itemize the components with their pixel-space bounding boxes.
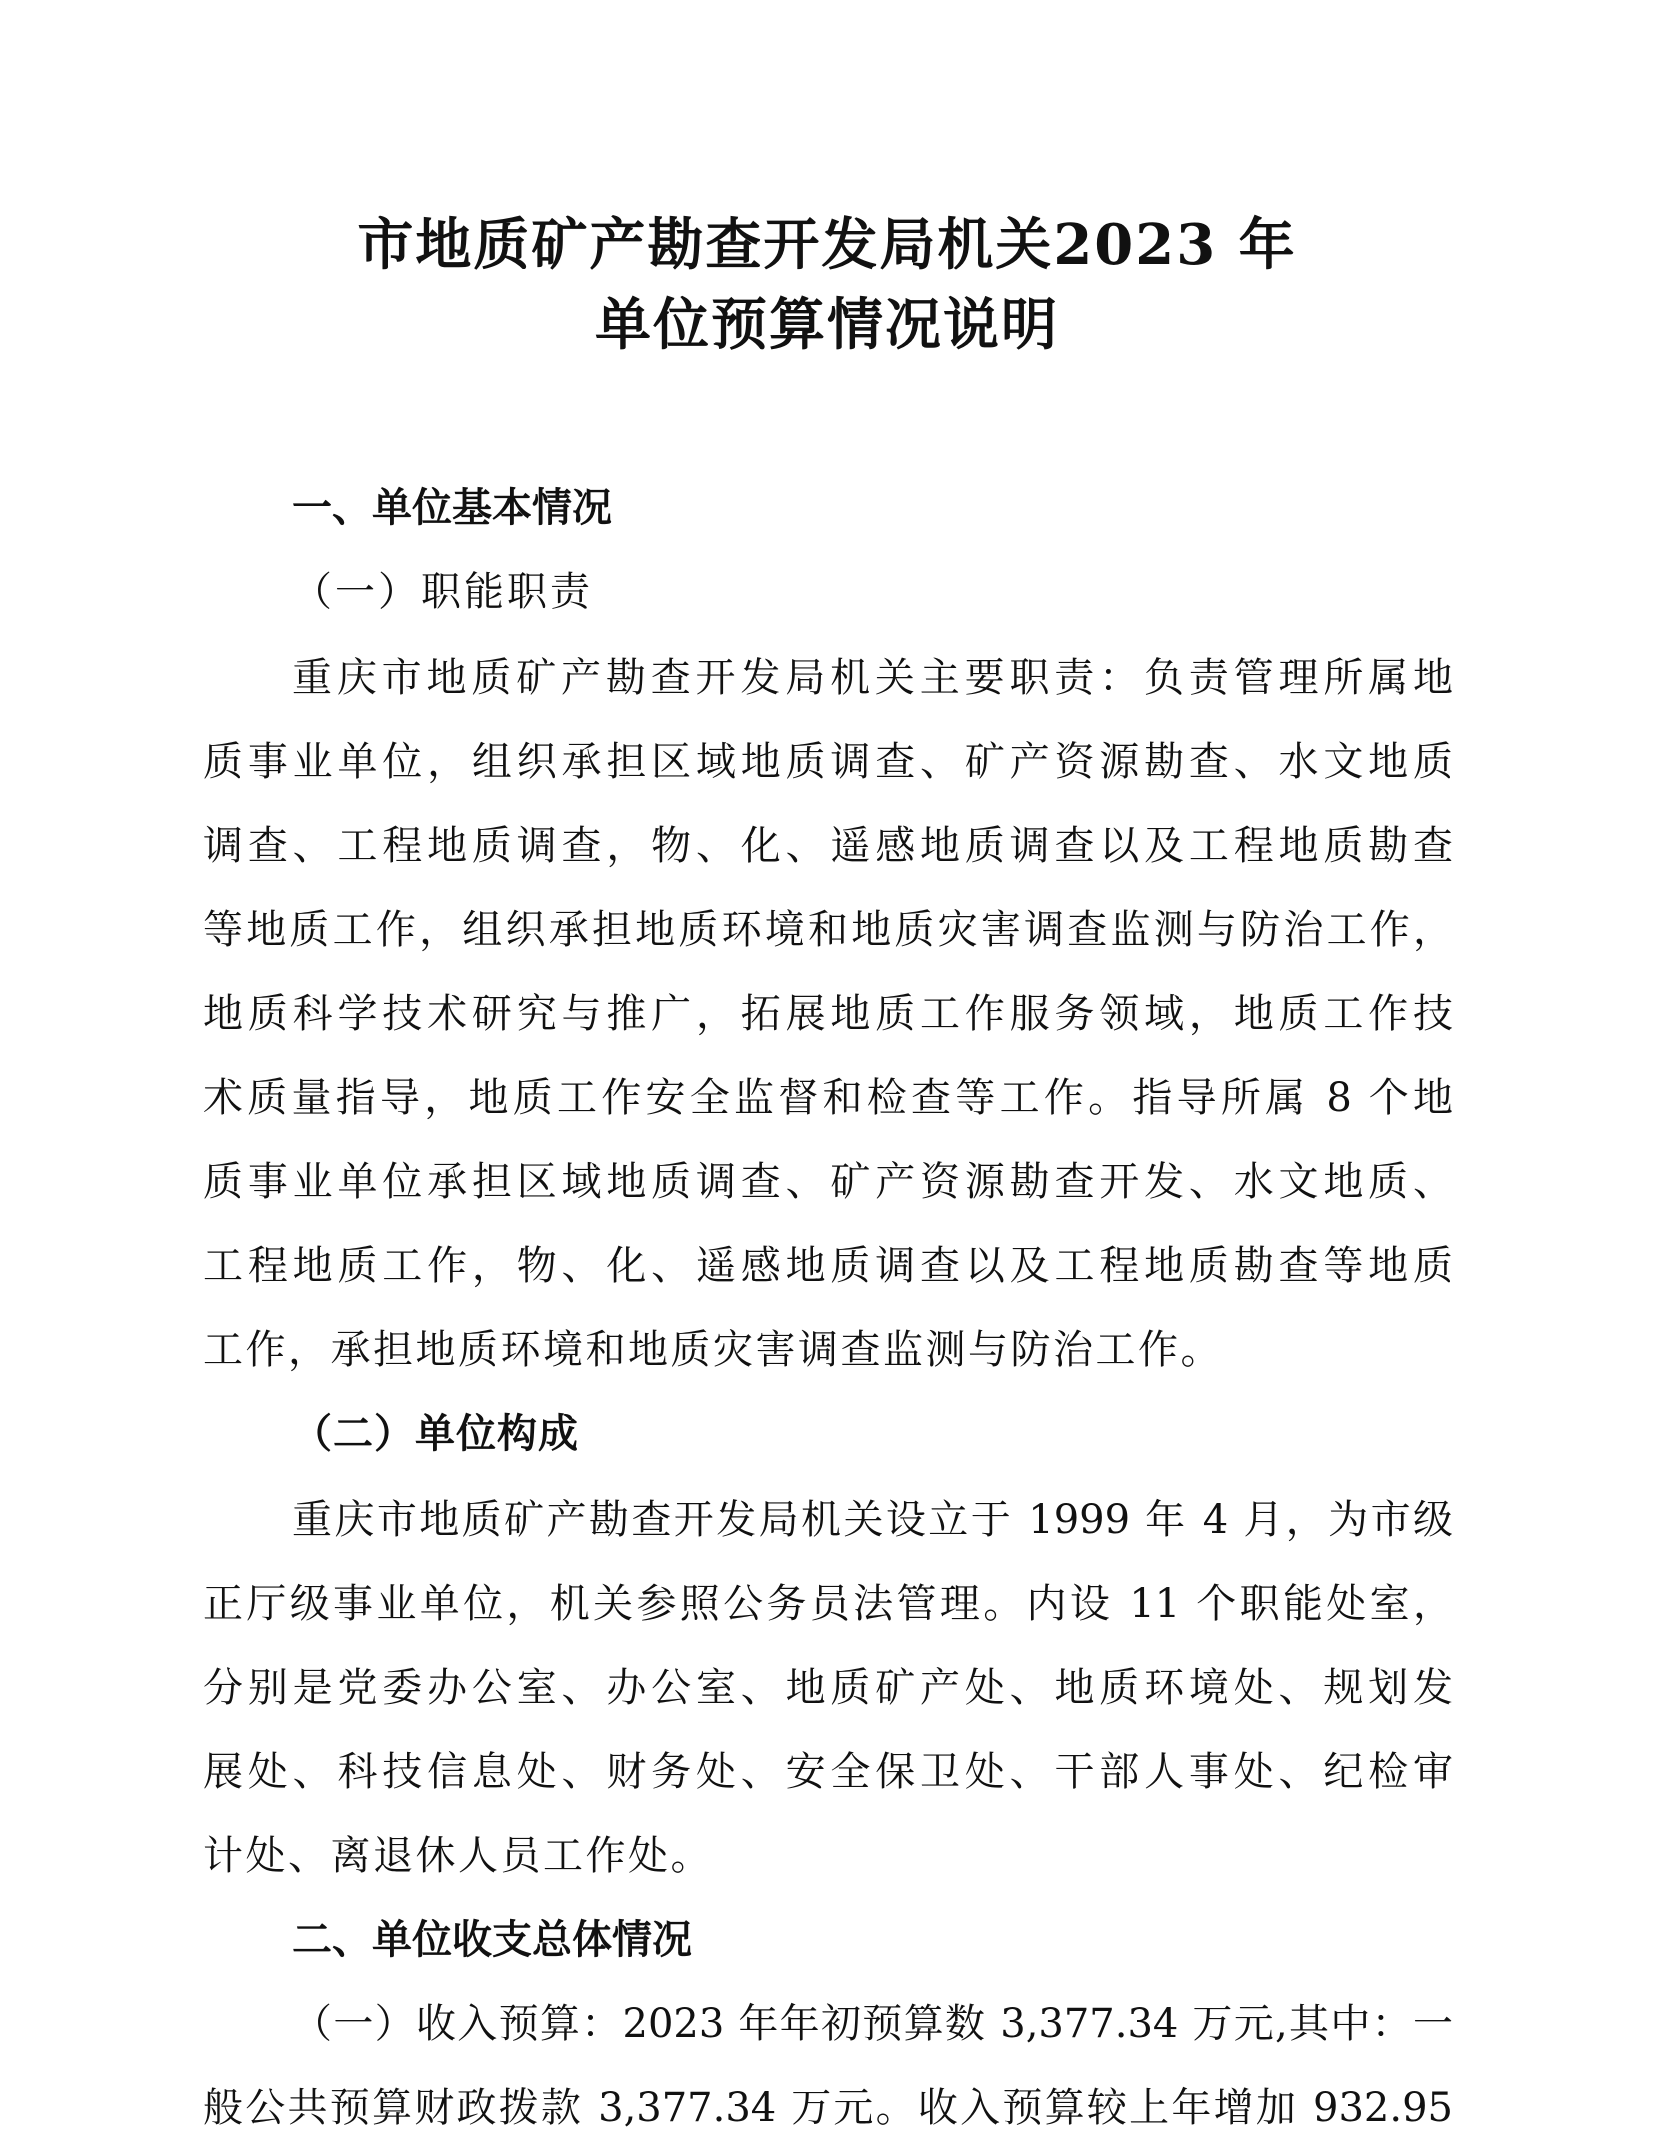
section-1-heading: 一、单位基本情况 — [292, 485, 612, 531]
paragraph-line: （一）收入预算：2023 年年初预算数 3,377.34 万元,其中：一 — [292, 2001, 1453, 2047]
subsection-1-heading: （一）职能职责 — [292, 569, 593, 615]
paragraph-line: 计处、离退休人员工作处。 — [203, 1833, 713, 1879]
paragraph-line: 般公共预算财政拨款 3,377.34 万元。收入预算较上年增加 932.95 — [203, 2085, 1453, 2131]
paragraph-line: 工作，承担地质环境和地质灾害调查监测与防治工作。 — [203, 1327, 1223, 1373]
paragraph-line: 术质量指导，地质工作安全监督和检查等工作。指导所属 8 个地 — [203, 1075, 1453, 1121]
paragraph-line: 正厅级事业单位，机关参照公务员法管理。内设 11 个职能处室， — [203, 1581, 1453, 1627]
paragraph-line: 调查、工程地质调查，物、化、遥感地质调查以及工程地质勘查 — [203, 823, 1453, 869]
paragraph-line: 工程地质工作，物、化、遥感地质调查以及工程地质勘查等地质 — [203, 1243, 1453, 1289]
paragraph-line: 重庆市地质矿产勘查开发局机关主要职责：负责管理所属地 — [292, 655, 1453, 701]
paragraph-line: 地质科学技术研究与推广，拓展地质工作服务领域，地质工作技 — [203, 991, 1453, 1037]
document-title-line-2: 单位预算情况说明 — [595, 292, 1059, 358]
paragraph-line: 重庆市地质矿产勘查开发局机关设立于 1999 年 4 月，为市级 — [292, 1497, 1453, 1543]
document-title-line-1: 市地质矿产勘查开发局机关2023 年 — [357, 212, 1297, 278]
paragraph-line: 质事业单位，组织承担区域地质调查、矿产资源勘查、水文地质 — [203, 739, 1453, 785]
paragraph-line: 等地质工作，组织承担地质环境和地质灾害调查监测与防治工作， — [203, 907, 1453, 953]
subsection-2-heading: （二）单位构成 — [292, 1411, 579, 1457]
section-2-heading: 二、单位收支总体情况 — [292, 1917, 692, 1963]
paragraph-line: 展处、科技信息处、财务处、安全保卫处、干部人事处、纪检审 — [203, 1749, 1453, 1795]
paragraph-line: 质事业单位承担区域地质调查、矿产资源勘查开发、水文地质、 — [203, 1159, 1453, 1205]
paragraph-line: 分别是党委办公室、办公室、地质矿产处、地质环境处、规划发 — [203, 1665, 1453, 1711]
